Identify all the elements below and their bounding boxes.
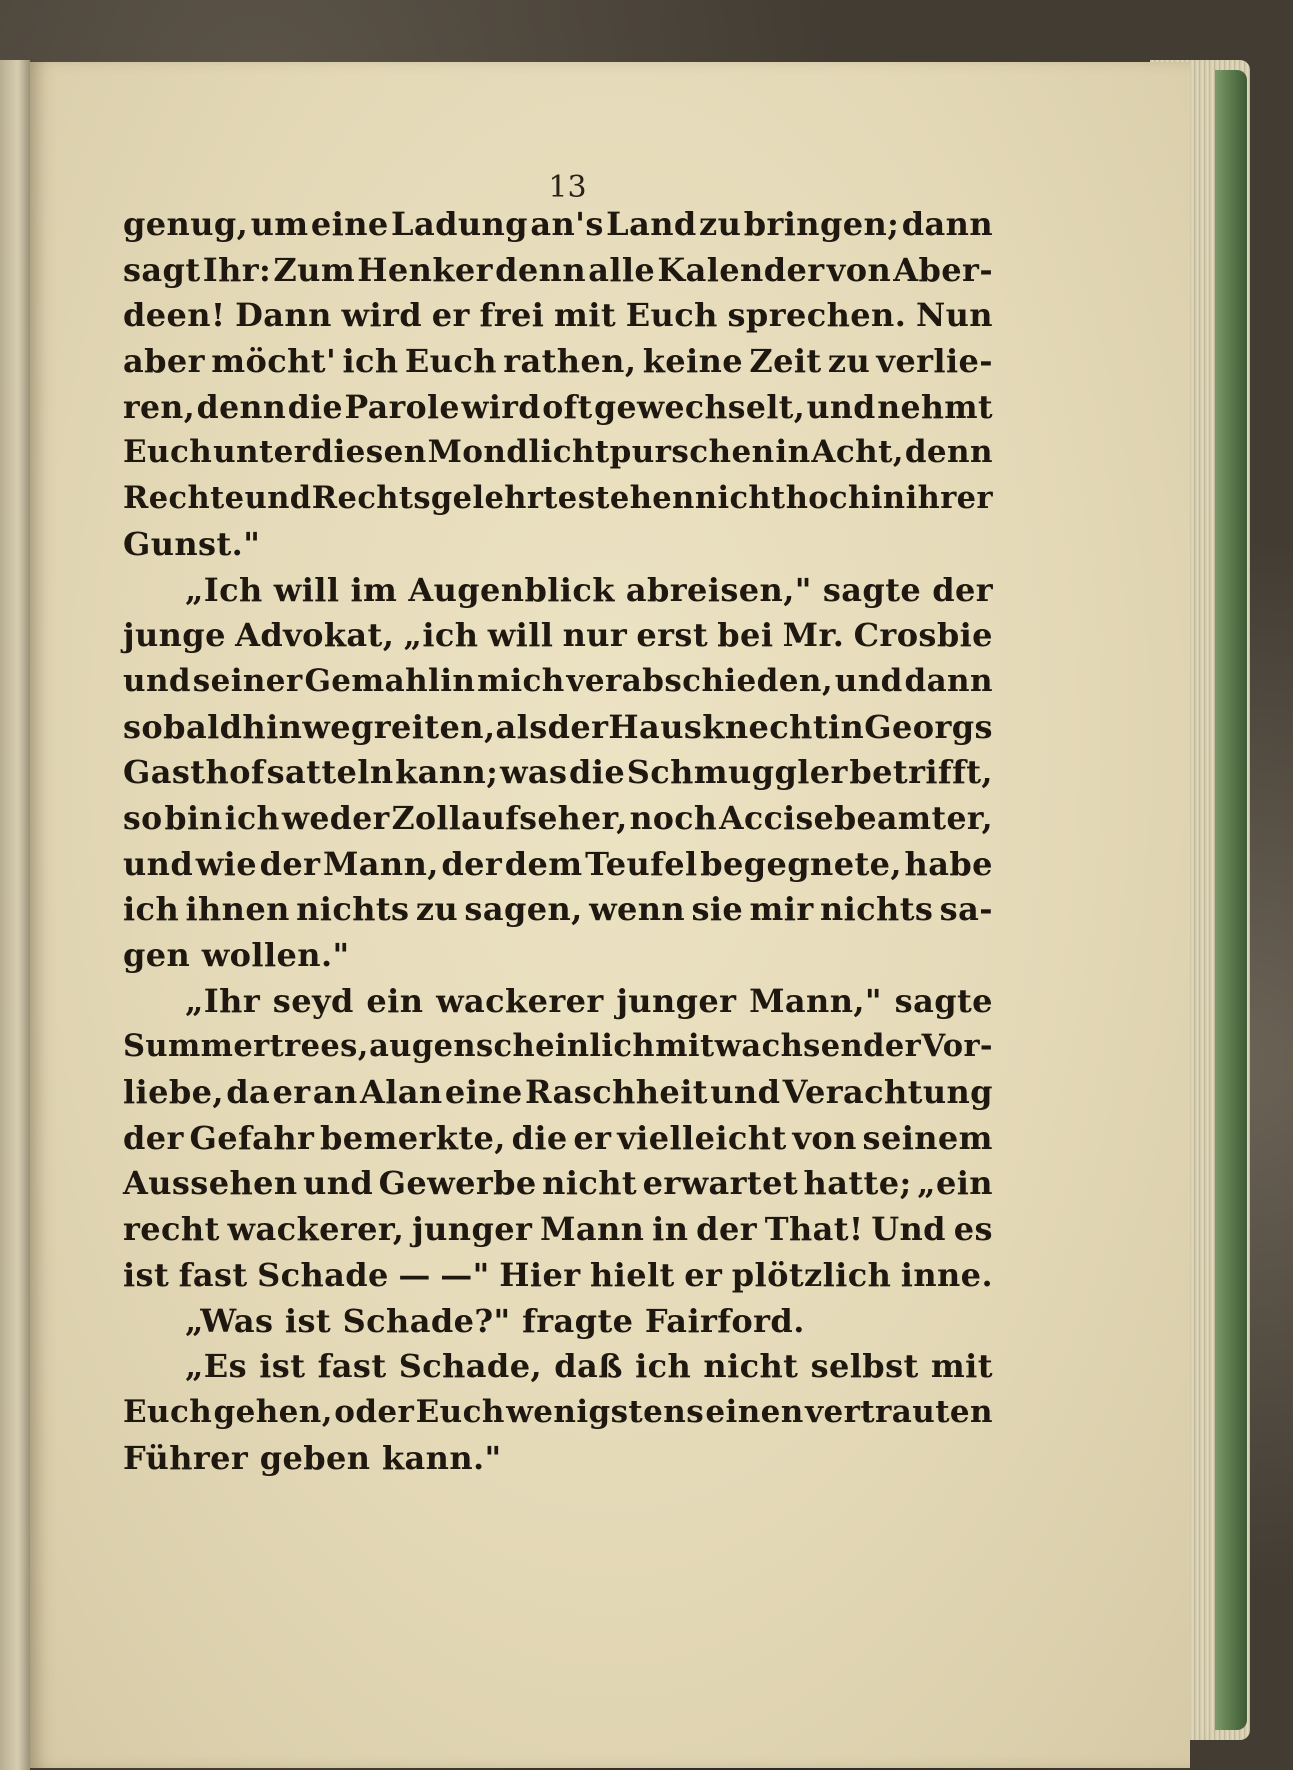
green-page-edge xyxy=(1215,70,1247,1730)
text-line: Gasthof satteln kann; was die Schmuggler betrifft, xyxy=(123,753,993,792)
text-line: so bald hinwegreiten, als der Hausknecht in Georgs xyxy=(123,707,993,746)
text-line: Euch gehen, oder Euch wenigstens einen vertrauten xyxy=(123,1393,993,1430)
text-line: Euch unter diesen Mondlichtpurschen in Acht, denn xyxy=(123,434,993,471)
text-line: junge Advokat, „ich will nur erst bei Mr. Crosbie xyxy=(123,616,993,655)
text-line: und seiner Gemahlin mich verabschieden, und dann xyxy=(123,662,993,699)
book-page xyxy=(30,62,1190,1768)
text-line: gen wollen." xyxy=(123,936,350,974)
text-line: ich ihnen nichts zu sagen, wenn sie mir nichts sa- xyxy=(123,890,993,929)
facing-page-edge xyxy=(0,60,30,1770)
text-line: aber möcht' ich Euch rathen, keine Zeit zu verlie- xyxy=(123,342,993,381)
body-text xyxy=(123,202,993,1481)
text-line: Aussehen und Gewerbe nicht erwartet hatte; „ein xyxy=(123,1164,993,1203)
text-line: und wie der Mann, der dem Teufel begegnete, habe xyxy=(123,844,993,883)
text-line: recht wackerer, junger Mann in der That! Und es xyxy=(123,1210,993,1249)
text-line: liebe, da er an Alan eine Raschheit und Verachtung xyxy=(123,1073,993,1112)
text-line: sagt Ihr: Zum Henker denn alle Kalender von Aber- xyxy=(123,250,993,289)
text-line: „Es ist fast Schade, daß ich nicht selbst mit xyxy=(185,1347,993,1386)
text-line: ren, denn die Parole wird oft gewechselt, und nehmt xyxy=(123,388,993,426)
text-line: Summertrees, augenscheinlich mit wachsender Vor- xyxy=(123,1028,993,1065)
page-number: 13 xyxy=(548,170,587,205)
text-line: so bin ich weder Zollaufseher, noch Accisebeamter, xyxy=(123,799,993,837)
text-line: der Gefahr bemerkte, die er vielleicht von seinem xyxy=(123,1118,993,1157)
text-line: „Ihr seyd ein wackerer junger Mann," sagte xyxy=(185,981,993,1020)
text-line: „Ich will im Augenblick abreisen," sagte der xyxy=(185,570,993,609)
text-line: deen! Dann wird er frei mit Euch sprechen. Nun xyxy=(123,296,993,335)
text-line: Gunst." xyxy=(123,524,261,563)
text-line: Führer geben kann." xyxy=(123,1438,502,1477)
text-line: „Was ist Schade?" fragte Fairford. xyxy=(185,1301,805,1340)
text-line: Rechte und Rechtsgelehrte stehen nicht hoch in ihrer xyxy=(123,480,993,517)
text-line: genug, um eine Ladung an's Land zu bringen; dann xyxy=(123,205,993,243)
text-line: ist fast Schade — —" Hier hielt er plötzlich inne. xyxy=(123,1255,993,1294)
